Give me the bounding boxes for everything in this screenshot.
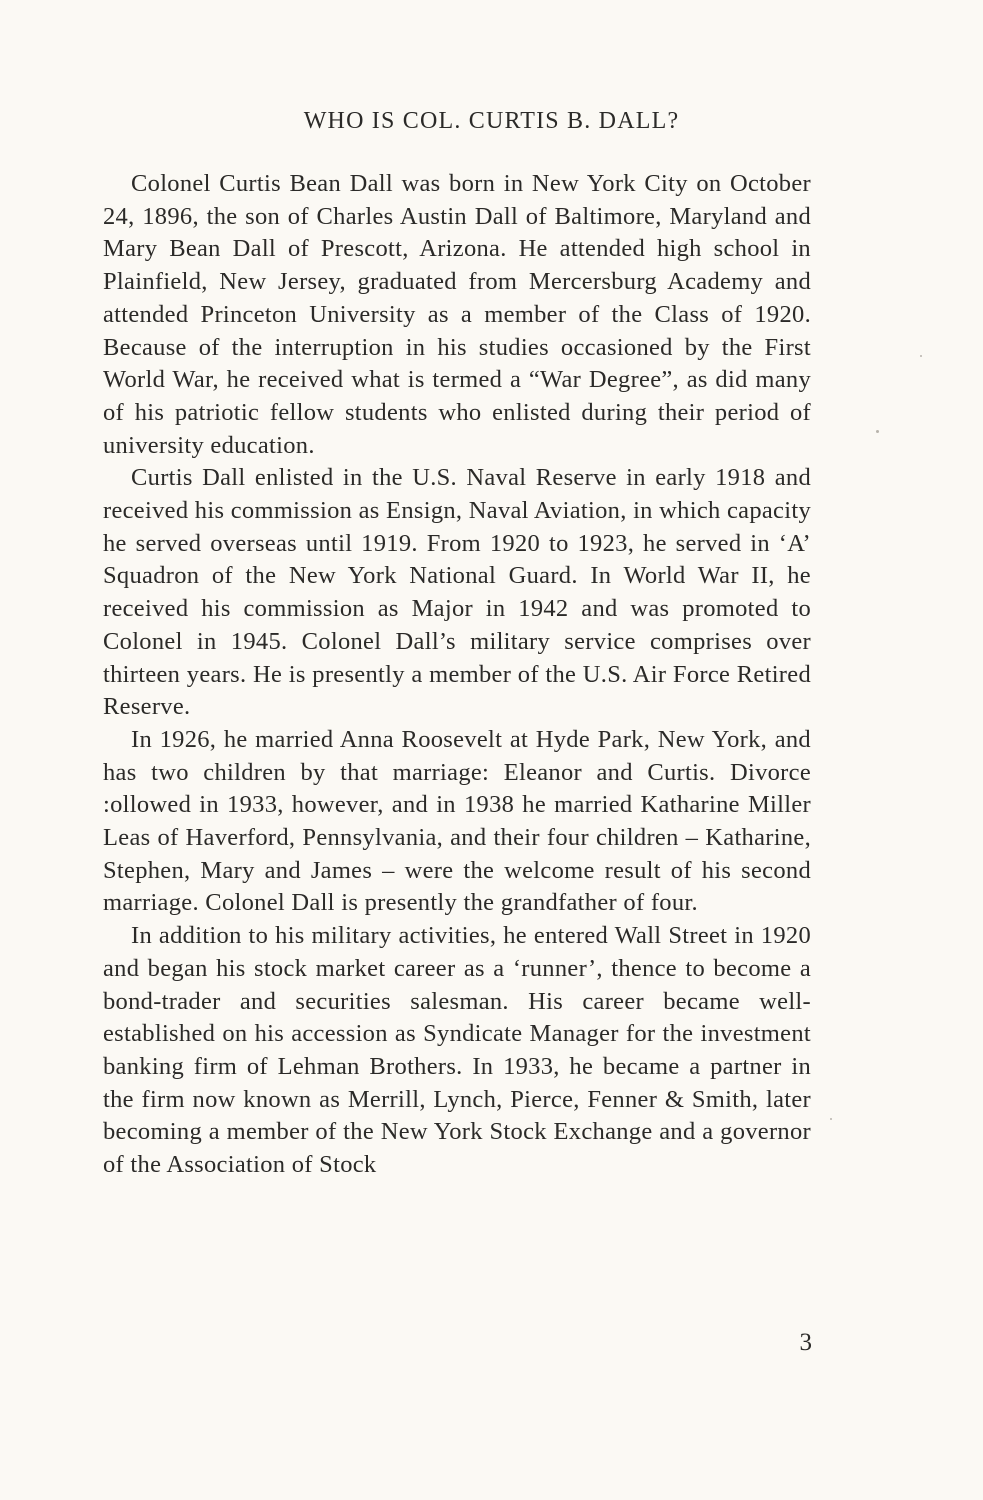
body-text <box>103 168 811 1182</box>
paragraph-3: In 1926, he married Anna Roosevelt at Hyde Park, New York, and has two children by that marriage: Eleanor and Curtis. Divorce :ollowed in 1933, however, and in 1938 he married Katharine Miller Leas of Haverford, Pennsylvania, and their four children – Katharine, Stephen, Mary and James – were the welcome result of his second marriage. Colonel Dall is presently the grandfather of four. <box>103 725 811 917</box>
page-number: 3 <box>799 1329 812 1356</box>
paper-speck <box>876 430 879 433</box>
paper-speck <box>830 1118 832 1120</box>
page-title: WHO IS COL. CURTIS B. DALL? <box>303 108 680 134</box>
paragraph-2: Curtis Dall enlisted in the U.S. Naval Reserve in early 1918 and received his commission as Ensign, Naval Aviation, in which capacity he served overseas until 1919. From 1920 to 1923, he served in ‘A’ Squadron of the New York National Guard. In World War II, he received his commission as Major in 1942 and was promoted to Colonel in 1945. Colonel Dall’s military service comprises over thirteen years. He is presently a member of the U.S. Air Force Retired Reserve. <box>103 464 811 721</box>
paper-speck <box>920 355 922 357</box>
paragraph-4: In addition to his military activities, he entered Wall Street in 1920 and began his stock market career as a ‘runner’, thence to become a bond-trader and securities salesman. His career became well-established on his accession as Syndicate Manager for the investment banking firm of Lehman Brothers. In 1933, he became a partner in the firm now known as Merrill, Lynch, Pierce, Fenner & Smith, later becoming a member of the New York Stock Exchange and a governor of the Association of Stock <box>103 922 811 1179</box>
paragraph-1: Colonel Curtis Bean Dall was born in New York City on October 24, 1896, the son of Charles Austin Dall of Baltimore, Maryland and Mary Bean Dall of Prescott, Arizona. He attended high school in Plainfield, New Jersey, graduated from Mercersburg Academy and attended Princeton University as a member of the Class of 1920. Because of the interruption in his studies occasioned by the First World War, he received what is termed a “War Degree”, as did many of his patriotic fellow students who enlisted during their period of university education. <box>103 170 811 459</box>
